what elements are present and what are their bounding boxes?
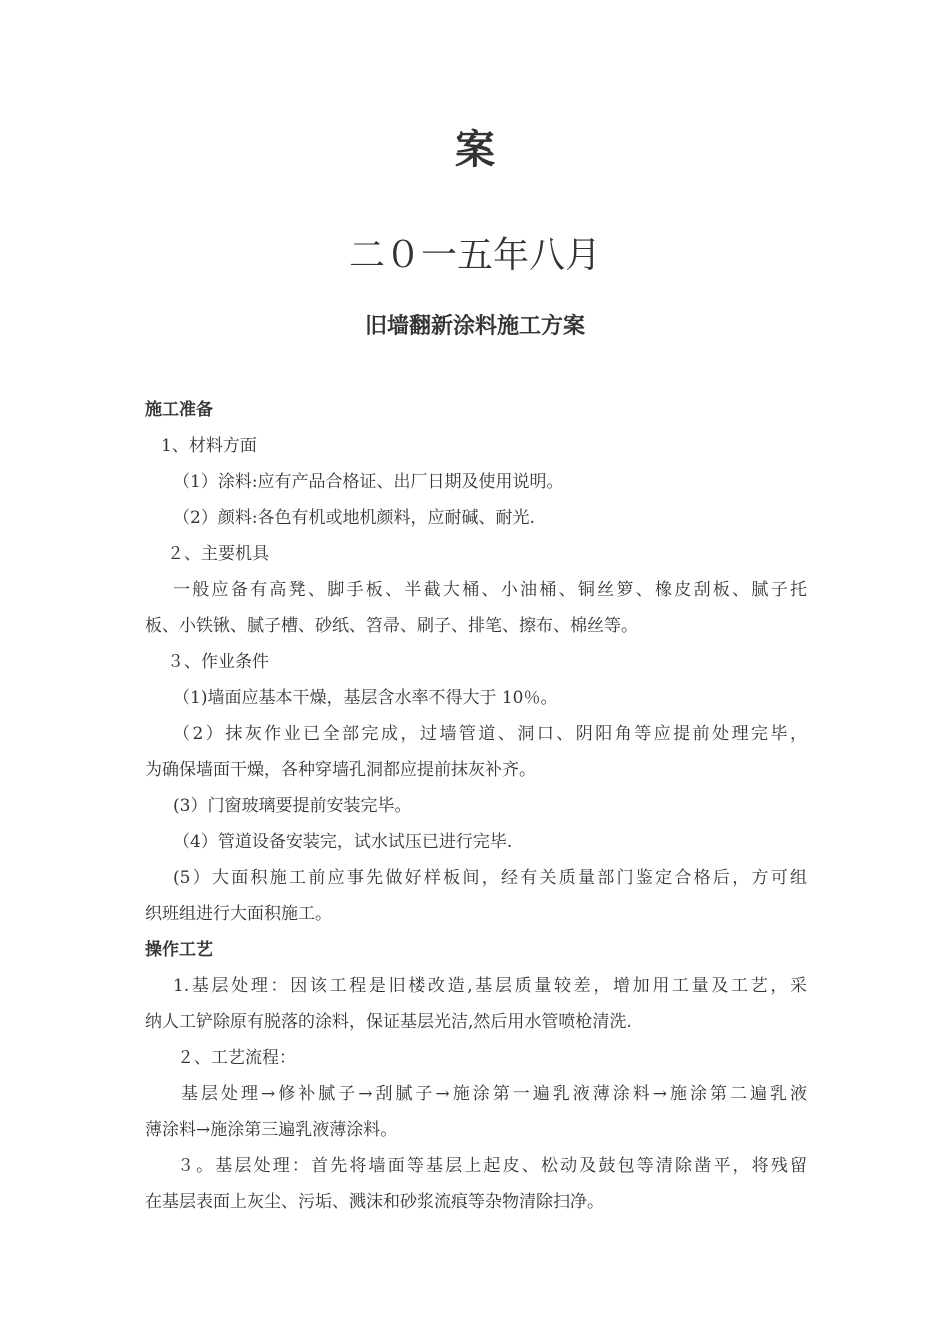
section-heading: 施工准备	[145, 400, 213, 420]
document-title: 旧墙翻新涂料施工方案	[364, 313, 585, 339]
paragraph-line: (3）门窗玻璃要提前安装完毕。	[173, 796, 412, 816]
paragraph-line: (5）大面积施工前应事先做好样板间，经有关质量部门鉴定合格后，方可组	[173, 868, 807, 888]
paragraph-line: 板、小铁锹、腻子槽、砂纸、笤帚、刷子、排笔、擦布、棉丝等。	[145, 616, 638, 636]
paragraph-line: （1）涂料:应有产品合格证、出厂日期及使用说明。	[173, 472, 564, 492]
paragraph-line: 1.基层处理：因该工程是旧楼改造,基层质量较差，增加用工量及工艺，采	[173, 976, 807, 996]
paragraph-line: 一般应备有高凳、脚手板、半截大桶、小油桶、铜丝箩、橡皮刮板、腻子托	[173, 580, 807, 600]
paragraph-line: （1)墙面应基本干燥，基层含水率不得大于 10％。	[173, 688, 558, 708]
cover-title-fragment: 案	[455, 126, 495, 173]
paragraph-line: 为确保墙面干燥，各种穿墙孔洞都应提前抹灰补齐。	[145, 760, 536, 780]
paragraph-line: （2）抹灰作业已全部完成，过墙管道、洞口、阴阳角等应提前处理完毕，	[173, 724, 807, 744]
paragraph-line: 薄涂料→施涂第三遍乳液薄涂料。	[145, 1120, 398, 1140]
paragraph-line: 1、材料方面	[161, 436, 257, 456]
paragraph-line: ３。基层处理：首先将墙面等基层上起皮、松动及鼓包等清除凿平，将残留	[177, 1156, 807, 1176]
cover-date: 二０一五年八月	[348, 235, 601, 276]
paragraph-line: （4）管道设备安装完，试水试压已进行完毕.	[173, 832, 513, 852]
paragraph-line: ２、主要机具	[167, 544, 269, 564]
section-heading: 操作工艺	[145, 940, 213, 960]
paragraph-line: 基层处理→修补腻子→刮腻子→施涂第一遍乳液薄涂料→施涂第二遍乳液	[181, 1084, 807, 1104]
paragraph-line: （2）颜料:各色有机或地机颜料，应耐碱、耐光.	[173, 508, 535, 528]
paragraph-line: 纳人工铲除原有脱落的涂料，保证基层光洁,然后用水管喷枪清洗.	[145, 1012, 632, 1032]
paragraph-line: ２、工艺流程：	[177, 1048, 296, 1068]
document-body	[145, 392, 807, 1220]
paragraph-line: 织班组进行大面积施工。	[145, 904, 332, 924]
paragraph-line: ３、作业条件	[167, 652, 269, 672]
paragraph-line: 在基层表面上灰尘、污垢、溅沫和砂浆流痕等杂物清除扫净。	[145, 1192, 604, 1212]
